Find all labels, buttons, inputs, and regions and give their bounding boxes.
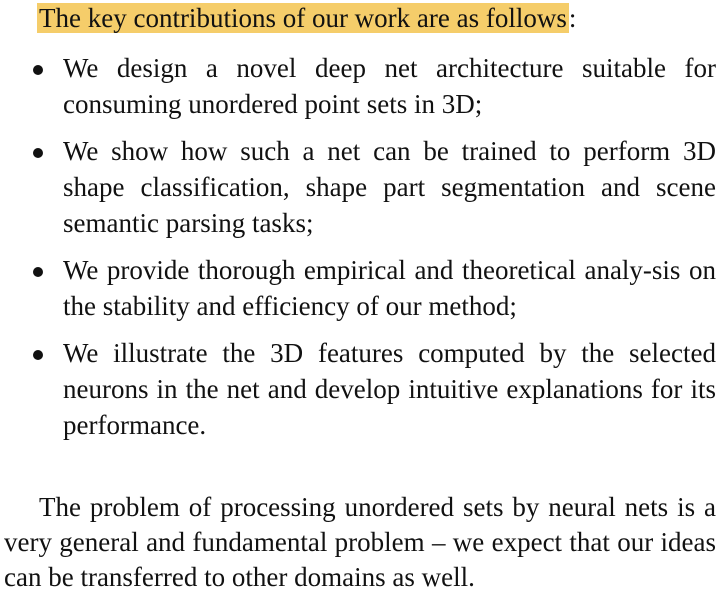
bullet-icon <box>33 65 43 75</box>
contribution-text: We illustrate the 3D features computed by the selected neurons in the net and develop intuitive explanations for its performance. <box>63 338 716 440</box>
bullet-icon <box>33 148 43 158</box>
contributions-intro <box>37 2 576 34</box>
contribution-item-3 <box>0 252 728 324</box>
contributions-list <box>0 50 728 454</box>
contribution-text: We show how such a net can be trained to perform 3D shape classification, shape part segmentation and scene semantic parsing tasks; <box>63 136 716 238</box>
intro-colon: : <box>568 3 577 33</box>
contribution-item-4 <box>0 335 728 443</box>
bullet-icon <box>33 267 43 277</box>
contribution-item-1 <box>0 50 728 122</box>
contribution-text: We design a novel deep net architecture suitable for consuming unordered point sets in 3D; <box>63 53 716 119</box>
highlighted-intro-text: The key contributions of our work are as follows <box>39 3 567 33</box>
contribution-item-2 <box>0 133 728 241</box>
closing-paragraph: The problem of processing unordered sets by neural nets is a very general and fundamental problem – we expect that our ideas can be transferred to other domains as well. <box>4 492 716 592</box>
bullet-icon <box>33 350 43 360</box>
contribution-text: We provide thorough empirical and theoretical analy-sis on the stability and efficiency of our method; <box>63 255 716 321</box>
